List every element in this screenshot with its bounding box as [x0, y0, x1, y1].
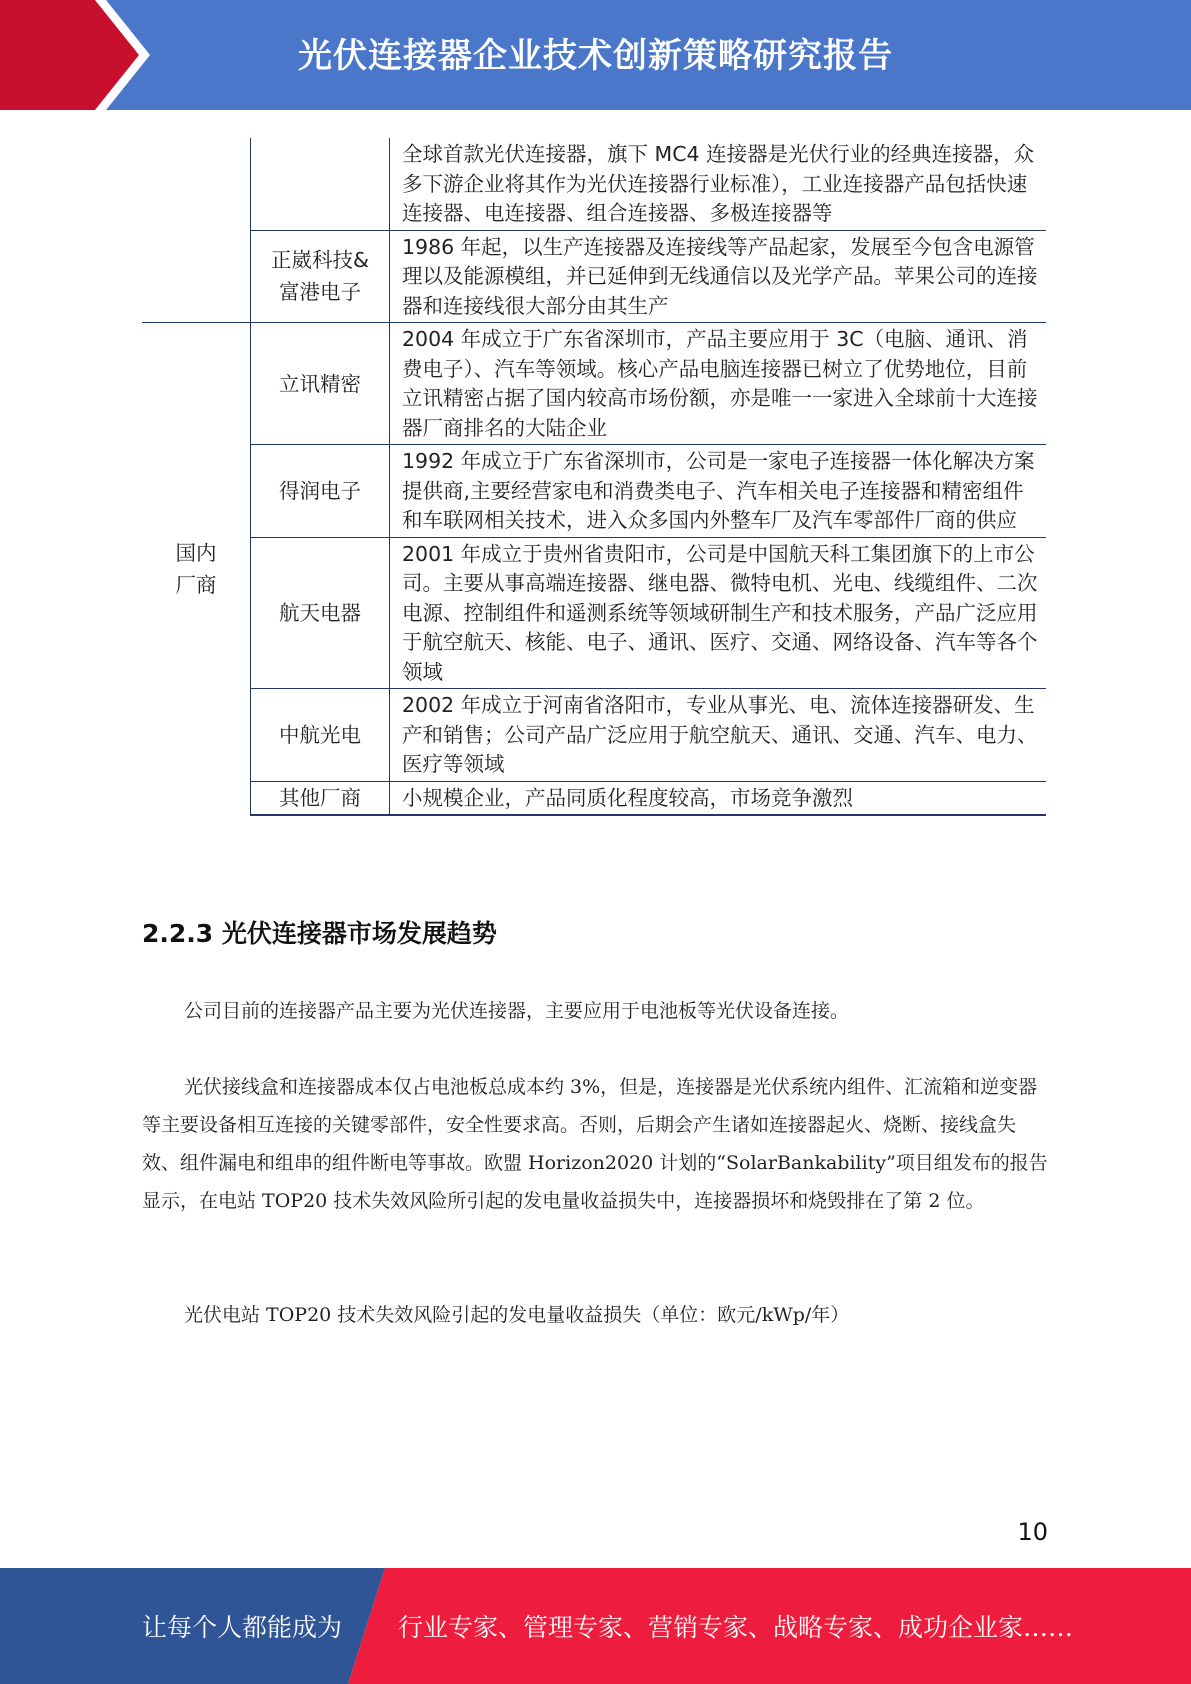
section-heading: 2.2.3 光伏连接器市场发展趋势	[142, 919, 497, 948]
company-cell: 中航光电	[251, 689, 390, 782]
description-cell: 2001 年成立于贵州省贵阳市，公司是中国航天科工集团旗下的上市公司。主要从事高端连接器、继电器、微特电机、光电、线缆组件、二次电源、控制组件和遥测系统等领域研制生产和技术服务，产品广泛应用于航空航天、核能、电子、通讯、医疗、交通、网络设备、汽车等各个领域	[390, 537, 1047, 689]
table-row	[142, 323, 1046, 445]
page-number: 10	[1017, 1518, 1048, 1546]
table-row	[142, 537, 1046, 689]
group-cell	[142, 230, 251, 323]
company-cell: 正崴科技&富港电子	[251, 230, 390, 323]
company-cell: 其他厂商	[251, 781, 390, 815]
description-cell: 小规模企业，产品同质化程度较高，市场竞争激烈	[390, 781, 1047, 815]
description-cell: 1992 年成立于广东省深圳市，公司是一家电子连接器一体化解决方案提供商,主要经营家电和消费类电子、汽车相关电子连接器和精密组件和车联网相关技术，进入众多国内外整车厂及汽车零部件厂商的供应	[390, 445, 1047, 538]
footer-slogan-left: 让每个人都能成为	[142, 1613, 343, 1642]
figure-caption: 光伏电站 TOP20 技术失效风险引起的发电量收益损失（单位：欧元/kWp/年）	[184, 1304, 850, 1326]
footer-slogan-right: 行业专家、管理专家、营销专家、战略专家、成功企业家……	[398, 1613, 1074, 1642]
company-cell: 得润电子	[251, 445, 390, 538]
table-row	[142, 138, 1046, 230]
company-cell: 立讯精密	[251, 323, 390, 445]
description-cell: 全球首款光伏连接器，旗下 MC4 连接器是光伏行业的经典连接器，众多下游企业将其作为光伏连接器行业标准），工业连接器产品包括快速连接器、电连接器、组合连接器、多极连接器等	[402, 142, 1035, 225]
table-row	[142, 689, 1046, 782]
table-row	[142, 781, 1046, 815]
report-title: 光伏连接器企业技术创新策略研究报告	[298, 36, 893, 76]
company-cell: 航天电器	[251, 537, 390, 689]
paragraph: 光伏接线盒和连接器成本仅占电池板总成本约 3%，但是，连接器是光伏系统内组件、汇流箱和逆变器等主要设备相互连接的关键零部件，安全性要求高。否则，后期会产生诸如连接器起火、烧断、接线盒失效、组件漏电和组串的组件断电等事故。欧盟 Horizon2020 计划的“SolarBankability”项目组发布的报告显示，在电站 TOP20 技术失效风险所引起的发电量收益损失中，连接器损坏和烧毁排在了第 2 位。	[142, 1076, 1048, 1212]
company-cell	[251, 138, 390, 230]
group-cell: 国内厂商	[142, 323, 251, 816]
description-cell: 2004 年成立于广东省深圳市，产品主要应用于 3C（电脑、通讯、消费电子）、汽车等领域。核心产品电脑连接器已树立了优势地位，目前立讯精密占据了国内较高市场份额，亦是唯一一家进入全球前十大连接器厂商排名的大陆企业	[390, 323, 1047, 445]
table-row	[142, 230, 1046, 323]
table-row	[142, 445, 1046, 538]
company-table	[142, 138, 1046, 816]
paragraph: 公司目前的连接器产品主要为光伏连接器，主要应用于电池板等光伏设备连接。	[184, 1000, 850, 1022]
group-cell	[142, 138, 251, 230]
page-header	[0, 0, 1191, 110]
description-cell: 1986 年起，以生产连接器及连接线等产品起家，发展至今包含电源管理以及能源模组，并已延伸到无线通信以及光学产品。苹果公司的连接器和连接线很大部分由其生产	[390, 230, 1047, 323]
page-footer	[0, 1568, 1191, 1684]
description-cell: 2002 年成立于河南省洛阳市，专业从事光、电、流体连接器研发、生产和销售；公司产品广泛应用于航空航天、通讯、交通、汽车、电力、医疗等领域	[390, 689, 1047, 782]
